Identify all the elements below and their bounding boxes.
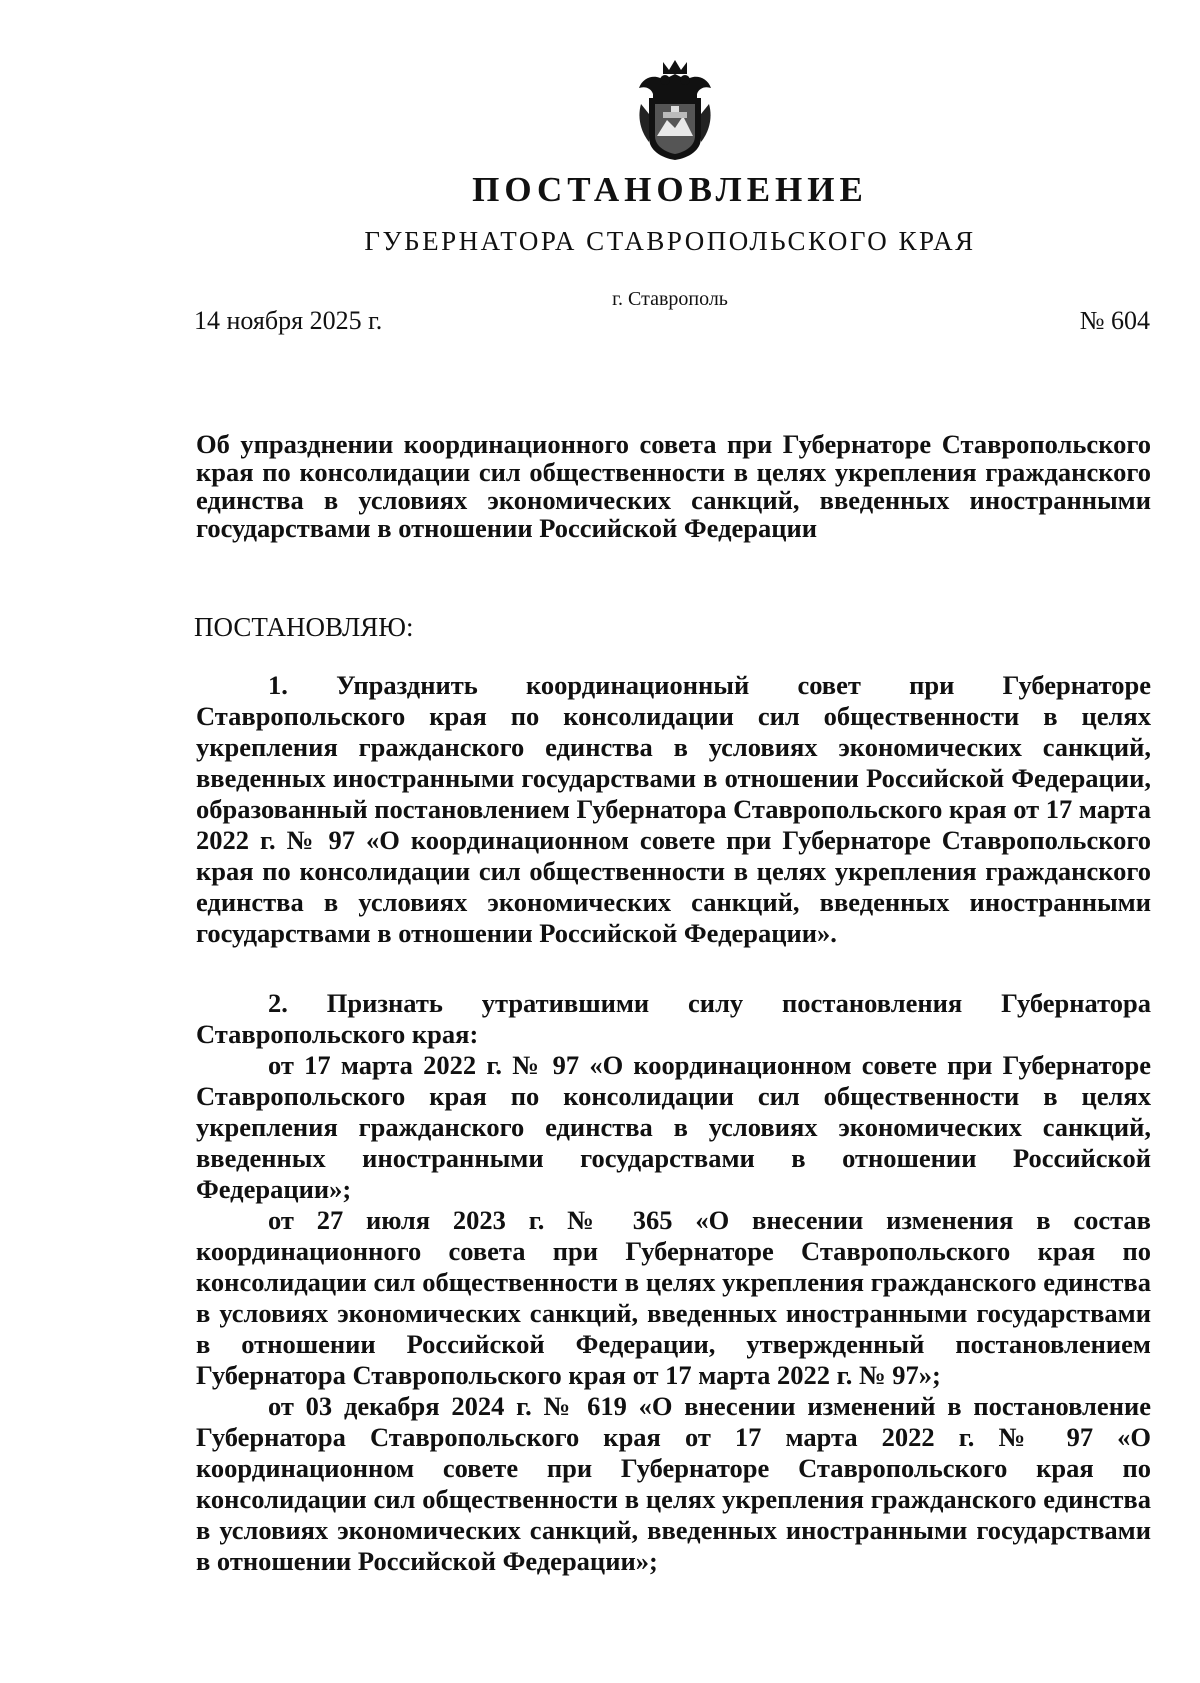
document-type-heading: ПОСТАНОВЛЕНИЕ bbox=[472, 170, 868, 209]
list-item: от 17 марта 2022 г. № 97 «О координационном совете при Губернаторе Ставропольского края по консолидации сил общественности в целях укрепления гражданского единства в условиях экономических санкций, введенных иностранными государствами в отношении Российской Федерации»; bbox=[196, 1050, 1151, 1204]
document-title: Об упразднении координационного совета при Губернаторе Ставропольского края по консолидации сил общественности в целях укрепления гражданского единства в условиях экономических санкций, введенных иностранными государствами в отношении Российской Федерации bbox=[196, 429, 1151, 543]
issuing-authority: ГУБЕРНАТОРА СТАВРОПОЛЬСКОГО КРАЯ bbox=[364, 226, 976, 256]
document-number: № 604 bbox=[1079, 306, 1150, 335]
paragraph-1: 1. Упразднить координационный совет при Губернаторе Ставропольского края по консолидации сил общественности в целях укрепления гражданского единства в условиях экономических санкций, введенных иностранными государствами в отношении Российской Федерации, образованный постановлением Губернатора Ставропольского края от 17 марта 2022 г. № 97 «О координационном совете при Губернаторе Ставропольского края по консолидации сил общественности в целях укрепления гражданского единства в условиях экономических санкций, введенных иностранными государствами в отношении Российской Федерации». bbox=[196, 670, 1151, 948]
document-body bbox=[196, 670, 1151, 1577]
list-item: от 27 июля 2023 г. № 365 «О внесении изменения в состав координационного совета при Губернаторе Ставропольского края по консолидации сил общественности в целях укрепления гражданского единства в условиях экономических санкций, введенных иностранными государствами в отношении Российской Федерации, утвержденный постановлением Губернатора Ставропольского края от 17 марта 2022 г. № 97»; bbox=[196, 1205, 1151, 1390]
document-city: г. Ставрополь bbox=[612, 288, 728, 310]
coat-of-arms-icon bbox=[633, 58, 717, 162]
paragraph-2: 2. Признать утратившими силу постановления Губернатора Ставропольского края: bbox=[196, 988, 1151, 1049]
list-item: от 03 декабря 2024 г. № 619 «О внесении изменений в постановление Губернатора Ставропольского края от 17 марта 2022 г. № 97 «О координационном совете при Губернаторе Ставропольского края по консолидации сил общественности в целях укрепления гражданского единства в условиях экономических санкций, введенных иностранными государствами в отношении Российской Федерации»; bbox=[196, 1391, 1151, 1576]
decree-word: ПОСТАНОВЛЯЮ: bbox=[194, 612, 414, 642]
document-date: 14 ноября 2025 г. bbox=[194, 306, 383, 335]
